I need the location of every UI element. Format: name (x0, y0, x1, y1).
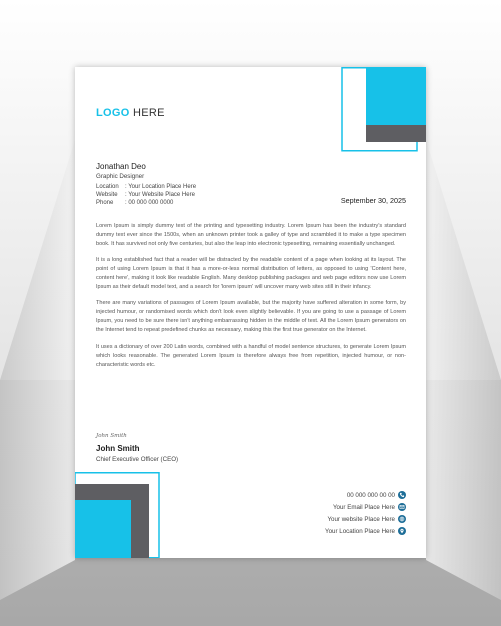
bottom-left-decoration (75, 472, 161, 558)
letter-body (96, 222, 406, 377)
sender-title: Graphic Designer (96, 173, 145, 180)
sender-website: Website : Your Website Place Here (96, 192, 195, 198)
handwritten-signature: John Smith (96, 433, 127, 439)
sender-contact-list (96, 183, 196, 207)
sender-phone: Phone : 00 000 000 0000 (96, 200, 174, 206)
body-paragraph: It uses a dictionary of over 200 Latin words, combined with a handful of model sentence structures, to generate Lorem Ipsum which looks reasonable. The generated Lorem Ipsum is therefore always free from repetition, injected humour, or non-characteristic words etc. (96, 343, 406, 368)
letter-date: September 30, 2025 (340, 196, 406, 205)
body-paragraph: Lorem Ipsum is simply dummy text of the printing and typesetting industry. Lorem Ipsum has been the industry's standard dummy text ever since the 1500s, when an unknown printer took a galley of type and scrambled it to make a type specimen book. It has survived not only five centuries, but also the leap into electronic typesetting, remaining essentially unchanged. (96, 223, 406, 248)
body-paragraph: It is a long established fact that a reader will be distracted by the readable content of a page when looking at its layout. The point of using Lorem Ipsum is that it has a more-or-less normal distribution of letters, as opposed to using 'Content here, content here', making it look like readable English. Many desktop publishing packages and web page editors now use Lorem Ipsum as their default model text, and a search for 'lorem ipsum' will uncover many web sites still in their infancy. (96, 257, 406, 291)
location-pin-icon (398, 527, 406, 535)
signer-title: Chief Executive Officer (CEO) (96, 456, 179, 463)
footer-email: Your Email Place Here (325, 501, 406, 513)
email-icon (398, 503, 406, 511)
signer-name: John Smith (96, 444, 140, 453)
body-paragraph: There are many variations of passages of Lorem Ipsum available, but the majority have suffered alteration in some form, by injected humour, or randomised words which don't look even slightly believable. If you are going to use a passage of Lorem Ipsum, you need to be sure there isn't anything embarrassing hidden in the middle of text. All the Lorem Ipsum generators on the Internet tend to repeat predefined chunks as necessary, making this the first true generator on the Internet. (96, 300, 406, 334)
sender-location: Location : Your Location Place Here (96, 184, 197, 190)
footer-location: Your Location Place Here (325, 525, 406, 537)
footer-contact-list (325, 489, 406, 537)
footer-website: Your website Place Here (325, 513, 406, 525)
footer-phone: 00 000 000 00 00 (325, 489, 406, 501)
accent-filled-square (75, 500, 131, 558)
phone-icon (398, 491, 406, 499)
company-logo: LOGO HERE (96, 107, 165, 119)
top-right-decoration (334, 67, 426, 152)
globe-icon (398, 515, 406, 523)
accent-filled-square (366, 67, 426, 125)
letterhead-page (75, 67, 426, 558)
sender-name: Jonathan Deo (96, 162, 146, 171)
